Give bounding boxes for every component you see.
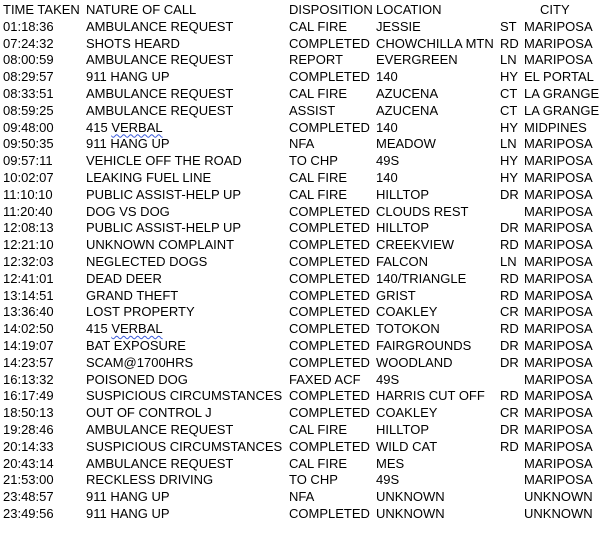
- table-row: [0, 69, 614, 86]
- cell-city: MARIPOSA: [524, 438, 593, 454]
- cell-city: MIDPINES: [524, 119, 587, 135]
- cell-street-suffix: DR: [500, 186, 519, 202]
- cell-nature-prefix: 415: [86, 321, 112, 337]
- table-header: [0, 2, 614, 19]
- cell-location: FALCON: [376, 253, 429, 269]
- cell-time: 01:18:36: [3, 18, 54, 34]
- table-row: [0, 19, 614, 36]
- cell-time: 11:20:40: [3, 203, 53, 219]
- cell-street-suffix: RD: [500, 321, 519, 337]
- cell-city: MARIPOSA: [524, 455, 593, 471]
- table-row: [0, 472, 614, 489]
- cell-city: MARIPOSA: [524, 287, 593, 303]
- cell-city: EL PORTAL: [524, 69, 594, 85]
- cell-time: 07:24:32: [3, 35, 54, 51]
- cell-street-suffix: LN: [500, 253, 517, 269]
- cell-nature: SUSPICIOUS CIRCUMSTANCES: [86, 438, 283, 454]
- cell-location: 140/TRIANGLE: [376, 270, 467, 286]
- cell-city: MARIPOSA: [524, 18, 593, 34]
- cell-city: UNKNOWN: [524, 505, 593, 521]
- cell-location: MES: [376, 455, 405, 471]
- cell-street-suffix: CR: [500, 405, 519, 421]
- cell-time: 20:43:14: [3, 455, 54, 471]
- cell-nature: AMBULANCE REQUEST: [86, 85, 234, 101]
- cell-disposition: NFA: [289, 136, 315, 152]
- cell-time: 08:00:59: [3, 52, 54, 68]
- cell-street-suffix: HY: [500, 119, 519, 135]
- cell-nature: SUSPICIOUS CIRCUMSTANCES: [86, 388, 283, 404]
- cell-street-suffix: ST: [500, 18, 517, 34]
- cell-nature: SHOTS HEARD: [86, 35, 180, 51]
- cell-time: 23:49:56: [3, 505, 54, 521]
- cell-disposition: COMPLETED: [289, 35, 370, 51]
- cell-location: GRIST: [376, 287, 416, 303]
- cell-location: 140: [376, 169, 398, 185]
- cell-disposition: COMPLETED: [289, 119, 370, 135]
- cell-location: COAKLEY: [376, 304, 438, 320]
- cell-location: UNKNOWN: [376, 505, 445, 521]
- table-row: [0, 120, 614, 137]
- cell-street-suffix: CR: [500, 304, 519, 320]
- cell-disposition: COMPLETED: [289, 388, 370, 404]
- cell-time: 12:21:10: [3, 237, 54, 253]
- cell-time: 12:32:03: [3, 253, 54, 269]
- cell-time: 08:59:25: [3, 102, 54, 118]
- cell-street-suffix: RD: [500, 270, 519, 286]
- cell-location: 140: [376, 119, 398, 135]
- cell-nature: OUT OF CONTROL J: [86, 405, 212, 421]
- cell-location: WILD CAT: [376, 438, 438, 454]
- cell-city: MARIPOSA: [524, 371, 593, 387]
- cell-disposition: TO CHP: [289, 472, 338, 488]
- cell-disposition: COMPLETED: [289, 237, 370, 253]
- cell-disposition: COMPLETED: [289, 405, 370, 421]
- table-row: [0, 304, 614, 321]
- cell-disposition: COMPLETED: [289, 220, 370, 236]
- cell-disposition: COMPLETED: [289, 337, 370, 353]
- spellcheck-marked-word: VERBAL: [111, 321, 163, 337]
- cell-city: MARIPOSA: [524, 337, 593, 353]
- cell-time: 16:17:49: [3, 388, 54, 404]
- cell-time: 14:23:57: [3, 354, 54, 370]
- cell-time: 14:02:50: [3, 321, 54, 337]
- table-row: [0, 506, 614, 523]
- table-row: [0, 355, 614, 372]
- cell-city: MARIPOSA: [524, 220, 593, 236]
- table-row: [0, 439, 614, 456]
- cell-nature: LOST PROPERTY: [86, 304, 195, 320]
- cell-time: 09:50:35: [3, 136, 54, 152]
- header-nature-of-call: NATURE OF CALL: [86, 2, 197, 17]
- cell-street-suffix: DR: [500, 337, 519, 353]
- table-row: [0, 288, 614, 305]
- cell-disposition: FAXED ACF: [289, 371, 361, 387]
- table-row: [0, 52, 614, 69]
- table-row: [0, 86, 614, 103]
- cell-city: MARIPOSA: [524, 388, 593, 404]
- cell-location: 49S: [376, 371, 400, 387]
- table-row: [0, 456, 614, 473]
- cell-nature: GRAND THEFT: [86, 287, 179, 303]
- cell-street-suffix: LN: [500, 136, 517, 152]
- cell-disposition: CAL FIRE: [289, 169, 348, 185]
- cell-city: MARIPOSA: [524, 169, 593, 185]
- cell-nature: LEAKING FUEL LINE: [86, 169, 212, 185]
- cell-nature: AMBULANCE REQUEST: [86, 102, 234, 118]
- cell-location: CHOWCHILLA MTN: [376, 35, 494, 51]
- cell-city: MARIPOSA: [524, 136, 593, 152]
- cell-location: WOODLAND: [376, 354, 453, 370]
- cell-street-suffix: CT: [500, 102, 518, 118]
- cell-city: LA GRANGE: [524, 85, 600, 101]
- cell-street-suffix: RD: [500, 287, 519, 303]
- cell-street-suffix: RD: [500, 237, 519, 253]
- cell-time: 08:29:57: [3, 69, 54, 85]
- cell-location: TOTOKON: [376, 321, 440, 337]
- cell-city: MARIPOSA: [524, 421, 593, 437]
- cell-disposition: NFA: [289, 489, 315, 505]
- cell-city: MARIPOSA: [524, 304, 593, 320]
- table-row: [0, 338, 614, 355]
- cell-city: LA GRANGE: [524, 102, 600, 118]
- cell-street-suffix: RD: [500, 438, 519, 454]
- cell-city: MARIPOSA: [524, 354, 593, 370]
- cell-city: MARIPOSA: [524, 321, 593, 337]
- table-row: [0, 489, 614, 506]
- cell-location: COAKLEY: [376, 405, 438, 421]
- cell-street-suffix: DR: [500, 220, 519, 236]
- cell-location: 49S: [376, 153, 400, 169]
- header-time-taken: TIME TAKEN: [3, 2, 80, 17]
- cell-location: JESSIE: [376, 18, 421, 34]
- cell-nature-prefix: 415: [86, 119, 112, 135]
- cell-time: 13:14:51: [3, 287, 54, 303]
- cell-street-suffix: HY: [500, 153, 519, 169]
- table-row: [0, 220, 614, 237]
- spellcheck-marked-word: VERBAL: [111, 119, 163, 135]
- cell-disposition: TO CHP: [289, 153, 338, 169]
- cell-street-suffix: DR: [500, 354, 519, 370]
- cell-location: MEADOW: [376, 136, 436, 152]
- table-row: [0, 103, 614, 120]
- cell-city: MARIPOSA: [524, 186, 593, 202]
- cell-nature: UNKNOWN COMPLAINT: [86, 237, 235, 253]
- cell-street-suffix: HY: [500, 169, 519, 185]
- cell-disposition: COMPLETED: [289, 69, 370, 85]
- cell-disposition: REPORT: [289, 52, 343, 68]
- table-body: [0, 19, 614, 523]
- table-row: [0, 422, 614, 439]
- cell-city: MARIPOSA: [524, 253, 593, 269]
- cell-nature: RECKLESS DRIVING: [86, 472, 214, 488]
- cell-location: EVERGREEN: [376, 52, 458, 68]
- cell-nature: NEGLECTED DOGS: [86, 253, 208, 269]
- cell-street-suffix: RD: [500, 388, 519, 404]
- cell-time: 12:08:13: [3, 220, 54, 236]
- cell-nature: 911 HANG UP: [86, 69, 170, 85]
- cell-street-suffix: HY: [500, 69, 519, 85]
- cell-time: 20:14:33: [3, 438, 54, 454]
- cell-location: FAIRGROUNDS: [376, 337, 472, 353]
- cell-disposition: ASSIST: [289, 102, 336, 118]
- cell-location: 140: [376, 69, 398, 85]
- cell-nature: DOG VS DOG: [86, 203, 170, 219]
- cell-time: 23:48:57: [3, 489, 54, 505]
- cell-city: MARIPOSA: [524, 270, 593, 286]
- cell-street-suffix: LN: [500, 52, 517, 68]
- cell-nature: VEHICLE OFF THE ROAD: [86, 153, 242, 169]
- cell-time: 16:13:32: [3, 371, 54, 387]
- table-row: [0, 170, 614, 187]
- cell-disposition: COMPLETED: [289, 287, 370, 303]
- cell-nature: BAT EXPOSURE: [86, 337, 186, 353]
- cell-nature: AMBULANCE REQUEST: [86, 18, 234, 34]
- cell-disposition: CAL FIRE: [289, 85, 348, 101]
- cell-time: 14:19:07: [3, 337, 54, 353]
- header-location: LOCATION: [376, 2, 442, 17]
- cell-time: 10:02:07: [3, 169, 54, 185]
- cell-location: 49S: [376, 472, 400, 488]
- table-row: [0, 271, 614, 288]
- cell-disposition: COMPLETED: [289, 438, 370, 454]
- cell-nature: DEAD DEER: [86, 270, 162, 286]
- table-row: [0, 136, 614, 153]
- cell-time: 09:48:00: [3, 119, 54, 135]
- cell-city: MARIPOSA: [524, 35, 593, 51]
- cell-nature: PUBLIC ASSIST-HELP UP: [86, 186, 242, 202]
- cell-disposition: COMPLETED: [289, 354, 370, 370]
- cell-nature: PUBLIC ASSIST-HELP UP: [86, 220, 242, 236]
- table-row: [0, 153, 614, 170]
- cell-time: 12:41:01: [3, 270, 54, 286]
- cell-city: MARIPOSA: [524, 52, 593, 68]
- cell-disposition: COMPLETED: [289, 505, 370, 521]
- table-row: [0, 372, 614, 389]
- cell-city: MARIPOSA: [524, 405, 593, 421]
- cell-street-suffix: RD: [500, 35, 519, 51]
- table-row: [0, 405, 614, 422]
- cell-nature: AMBULANCE REQUEST: [86, 421, 234, 437]
- table-row: [0, 36, 614, 53]
- cell-nature: 911 HANG UP: [86, 505, 170, 521]
- cell-disposition: COMPLETED: [289, 270, 370, 286]
- cell-nature: AMBULANCE REQUEST: [86, 455, 234, 471]
- table-row: [0, 237, 614, 254]
- cell-nature: [86, 120, 163, 137]
- cell-location: HILLTOP: [376, 421, 429, 437]
- cell-nature: 911 HANG UP: [86, 136, 170, 152]
- cell-city: MARIPOSA: [524, 153, 593, 169]
- cell-location: AZUCENA: [376, 85, 439, 101]
- cell-location: CREEKVIEW: [376, 237, 455, 253]
- cell-disposition: COMPLETED: [289, 304, 370, 320]
- cell-time: 11:10:10: [3, 186, 53, 202]
- cell-location: CLOUDS REST: [376, 203, 469, 219]
- table-row: [0, 187, 614, 204]
- cell-time: 13:36:40: [3, 304, 54, 320]
- cell-disposition: CAL FIRE: [289, 186, 348, 202]
- cell-city: MARIPOSA: [524, 203, 593, 219]
- cell-time: 21:53:00: [3, 472, 54, 488]
- table-row: [0, 254, 614, 271]
- cell-location: HILLTOP: [376, 186, 429, 202]
- cell-disposition: COMPLETED: [289, 253, 370, 269]
- header-city: CITY: [540, 2, 570, 17]
- cell-location: HILLTOP: [376, 220, 429, 236]
- cell-disposition: COMPLETED: [289, 203, 370, 219]
- cell-city: MARIPOSA: [524, 472, 593, 488]
- cell-time: 09:57:11: [3, 153, 53, 169]
- cell-time: 08:33:51: [3, 85, 54, 101]
- cell-location: HARRIS CUT OFF: [376, 388, 485, 404]
- cell-nature: 911 HANG UP: [86, 489, 170, 505]
- cell-nature: POISONED DOG: [86, 371, 188, 387]
- cell-disposition: CAL FIRE: [289, 421, 348, 437]
- table-row: [0, 204, 614, 221]
- cell-street-suffix: CT: [500, 85, 518, 101]
- cell-disposition: CAL FIRE: [289, 455, 348, 471]
- cell-disposition: COMPLETED: [289, 321, 370, 337]
- cell-location: AZUCENA: [376, 102, 439, 118]
- cell-city: MARIPOSA: [524, 237, 593, 253]
- cell-disposition: CAL FIRE: [289, 18, 348, 34]
- table-row: [0, 388, 614, 405]
- table-row: [0, 321, 614, 338]
- cell-nature: SCAM@1700HRS: [86, 354, 194, 370]
- cell-nature: AMBULANCE REQUEST: [86, 52, 234, 68]
- header-disposition: DISPOSITION: [289, 2, 373, 17]
- call-log-table: [0, 2, 614, 523]
- cell-time: 18:50:13: [3, 405, 54, 421]
- cell-nature: [86, 321, 163, 338]
- cell-time: 19:28:46: [3, 421, 54, 437]
- cell-street-suffix: DR: [500, 421, 519, 437]
- cell-city: UNKNOWN: [524, 489, 593, 505]
- cell-location: UNKNOWN: [376, 489, 445, 505]
